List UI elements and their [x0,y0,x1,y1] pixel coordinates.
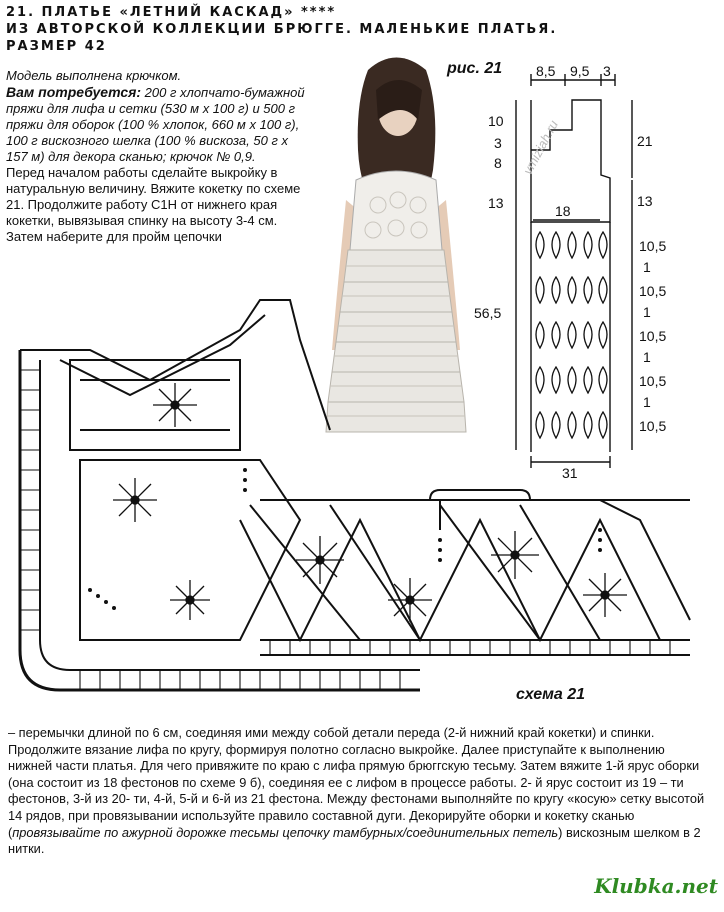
dim-left-3: 8 [494,155,502,171]
dim-left-4: 13 [488,195,504,211]
tier-1 [536,232,607,258]
body-end: ) вискозным шелком в 2 нитки. [8,824,701,857]
dim-inner-width: 18 [555,203,571,219]
dim-tier-3: 10,5 [639,328,667,344]
dim-gap-3: 1 [643,349,651,365]
scheme-label: схема 21 [516,686,586,703]
dim-right-2: 13 [637,193,653,209]
dim-tier-5: 10,5 [639,418,667,434]
needs-label: Вам потребуется: [6,84,142,100]
model-note: Модель выполнена крючком. [6,68,182,83]
article-header [6,4,686,55]
body-italic: провязывайте по ажурной дорожке тесьмы цепочку тамбурных/соединительных петель [12,824,559,840]
dim-gap-4: 1 [643,394,651,410]
needs-text: 200 г хлопчато-бумажной пряжи для лифа и сетки (530 м х 100 г) и 500 г пряжи для оборок (100 % хлопок, 660 м х 100 г), 100 г вискозного шелка (100 % вискоза, 50 г х 157 м) для декора сканью; крючок № 0,9. [6,85,305,164]
body-main: – перемычки длиной по 6 см, соединяя ими между собой детали переда (2-й нижний край кокетки) и спинки. Продолжите вязание лифа по кругу, формируя полотно согласно выкройке. Далее приступайте к выполнению нижней части платья. Для чего привяжите по краю с лифа прямую брюггскую тесьму. Затем вяжите 1-й ярус оборки (она состоит из 18 фестонов по схеме 9 б), соединяя ее с лифом в процессе работы. 2- й ярус состоит из 19 – ти фестонов, 3-й из 20- ти, 4-й, 5-й и 6-й из 21 фестона. Между фестонами выполняйте по кругу «косую» сетку высотой 14 рядов, при провязывании используйте правило составной дуги. Декорируйте оборки и кокетку сканью ( [8,725,705,840]
instructions-body [8,725,708,858]
article-size: РАЗМЕР 42 [6,39,107,54]
dim-top-2: 9,5 [570,63,590,79]
start-instructions: Перед началом работы сделайте выкройку в натуральную величину. Вяжите кокетку по схеме 21. Продолжите работу С1Н от нижнего края кокетки, вывязывая спинку на высоту 3-4 см. Затем наберите для пройм цепочки [6,165,301,244]
article-title: 21. ПЛАТЬЕ «ЛЕТНИЙ КАСКАД» **** [6,5,337,20]
article-subtitle: ИЗ АВТОРСКОЙ КОЛЛЕКЦИИ БРЮГГЕ. МАЛЕНЬКИЕ ПЛАТЬЯ. [6,22,558,37]
dim-total-height: 56,5 [474,305,502,321]
dim-right-1: 21 [637,133,653,149]
dim-gap-2: 1 [643,304,651,320]
dim-top-3: 3 [603,63,611,79]
dim-tier-4: 10,5 [639,373,667,389]
figure-label: рис. 21 [447,60,503,77]
dim-top-1: 8,5 [536,63,556,79]
dim-bottom-width: 31 [562,465,578,481]
site-watermark: Klubka.net [594,874,718,898]
dim-gap-1: 1 [643,259,651,275]
dim-left-2: 3 [494,135,502,151]
dim-tier-2: 10,5 [639,283,667,299]
dim-tier-1: 10,5 [639,238,667,254]
site-watermark-faint: vmiziah.ru [520,117,562,178]
dim-left-1: 10 [488,113,504,129]
materials [6,84,306,165]
crochet-scheme [0,290,724,710]
intro-text [6,68,306,245]
